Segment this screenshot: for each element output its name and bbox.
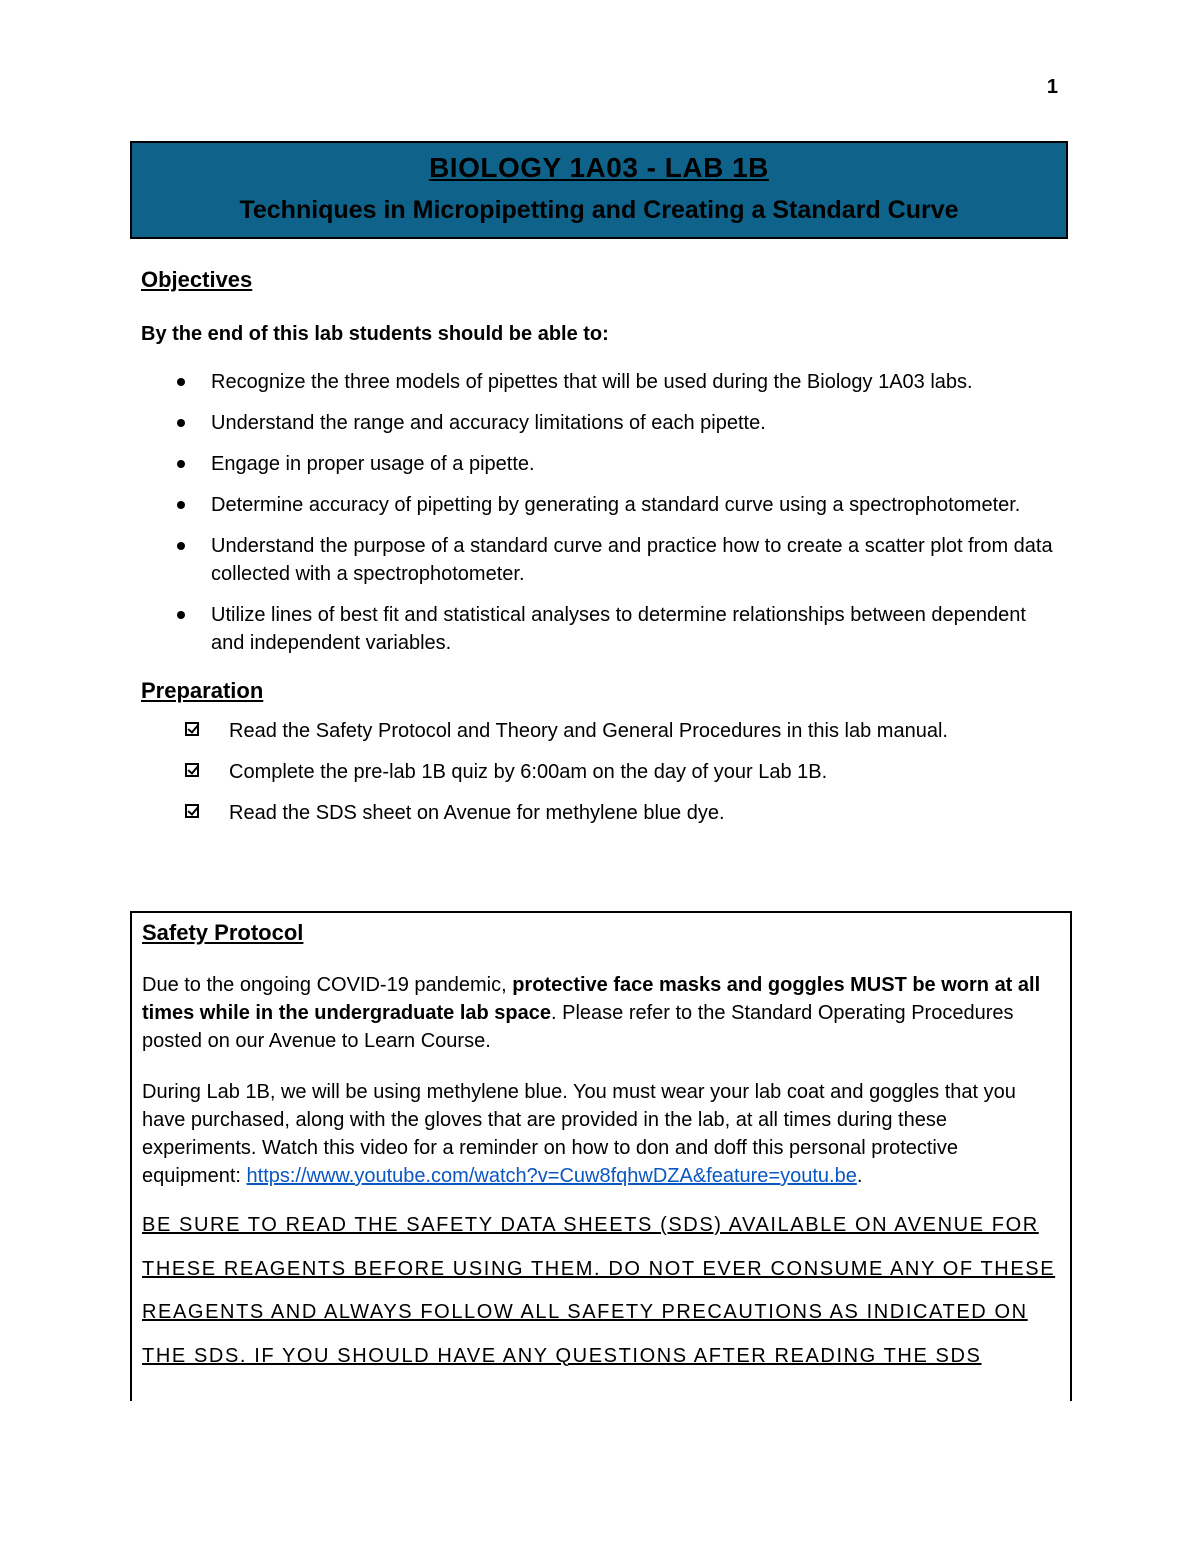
safety-text: During Lab 1B, we will be using methylene blue. You must wear your lab coat and goggles that you have purchased, along with the gloves that are provided in the lab, at all times during these experiments. Watch this video for a reminder on how to don and doff this personal protective equipment: <box>142 1081 1016 1187</box>
bullet-icon <box>177 542 185 550</box>
checked-box-icon <box>185 722 199 736</box>
objective-item <box>141 368 1061 396</box>
objective-item <box>141 532 1061 588</box>
objective-text: Understand the purpose of a standard curve and practice how to create a scatter plot from data collected with a spectrophotometer. <box>211 535 1053 585</box>
bullet-icon <box>177 378 185 386</box>
preparation-item <box>141 758 1061 786</box>
preparation-text: Read the SDS sheet on Avenue for methylene blue dye. <box>229 802 725 824</box>
preparation-list <box>141 717 1061 827</box>
safety-paragraph-ppe <box>142 1078 1060 1190</box>
preparation-item <box>141 799 1061 827</box>
safety-heading: Safety Protocol <box>142 920 304 945</box>
sds-warning: BE SURE TO READ THE SAFETY DATA SHEETS (SDS) AVAILABLE ON AVENUE FOR THESE REAGENTS BEFORE USING THEM. DO NOT EVER CONSUME ANY OF THESE REAGENTS AND ALWAYS FOLLOW ALL SAFETY PRECAUTIONS AS INDICATED ON THE SDS. IF YOU SHOULD HAVE ANY QUESTIONS AFTER READING THE SDS <box>142 1214 1056 1367</box>
objective-text: Determine accuracy of pipetting by generating a standard curve using a spectrophotometer. <box>211 494 1021 516</box>
safety-paragraph-covid <box>142 971 1060 1055</box>
document-title: BIOLOGY 1A03 - LAB 1B <box>429 152 769 183</box>
preparation-heading: Preparation <box>141 678 264 703</box>
objectives-heading: Objectives <box>141 267 253 292</box>
ppe-video-link[interactable]: https://www.youtube.com/watch?v=Cuw8fqhwDZA&feature=youtu.be <box>246 1165 857 1187</box>
preparation-text: Complete the pre-lab 1B quiz by 6:00am on the day of your Lab 1B. <box>229 761 828 783</box>
objective-item <box>141 491 1061 519</box>
checked-box-icon <box>185 804 199 818</box>
objectives-list <box>141 368 1061 657</box>
bullet-icon <box>177 611 185 619</box>
objective-text: Engage in proper usage of a pipette. <box>211 453 535 475</box>
preparation-item <box>141 717 1061 745</box>
document-subtitle: Techniques in Micropipetting and Creating a Standard Curve <box>239 196 959 224</box>
objectives-intro: By the end of this lab students should be able to: <box>141 323 609 345</box>
checked-box-icon <box>185 763 199 777</box>
safety-text: . <box>856 1165 863 1187</box>
objective-text: Recognize the three models of pipettes that will be used during the Biology 1A03 labs. <box>211 371 973 393</box>
safety-bold-text: protective face masks and goggles MUST be worn at all times while in the undergraduate lab space <box>142 974 1041 1024</box>
title-banner <box>130 141 1068 239</box>
objective-item <box>141 601 1061 657</box>
objective-text: Utilize lines of best fit and statistical analyses to determine relationships between dependent and independent variables. <box>211 604 1026 654</box>
preparation-text: Read the Safety Protocol and Theory and General Procedures in this lab manual. <box>229 720 948 742</box>
page-number: 1 <box>1046 76 1058 98</box>
safety-protocol-box <box>130 911 1072 1401</box>
bullet-icon <box>177 501 185 509</box>
objective-item <box>141 409 1061 437</box>
bullet-icon <box>177 419 185 427</box>
objective-text: Understand the range and accuracy limitations of each pipette. <box>211 412 766 434</box>
main-content <box>141 266 1061 840</box>
objective-item <box>141 450 1061 478</box>
safety-text: . Please refer to the Standard Operating Procedures posted on our Avenue to Learn Course. <box>142 1002 1014 1052</box>
bullet-icon <box>177 460 185 468</box>
safety-text: Due to the ongoing COVID-19 pandemic, <box>142 974 513 996</box>
